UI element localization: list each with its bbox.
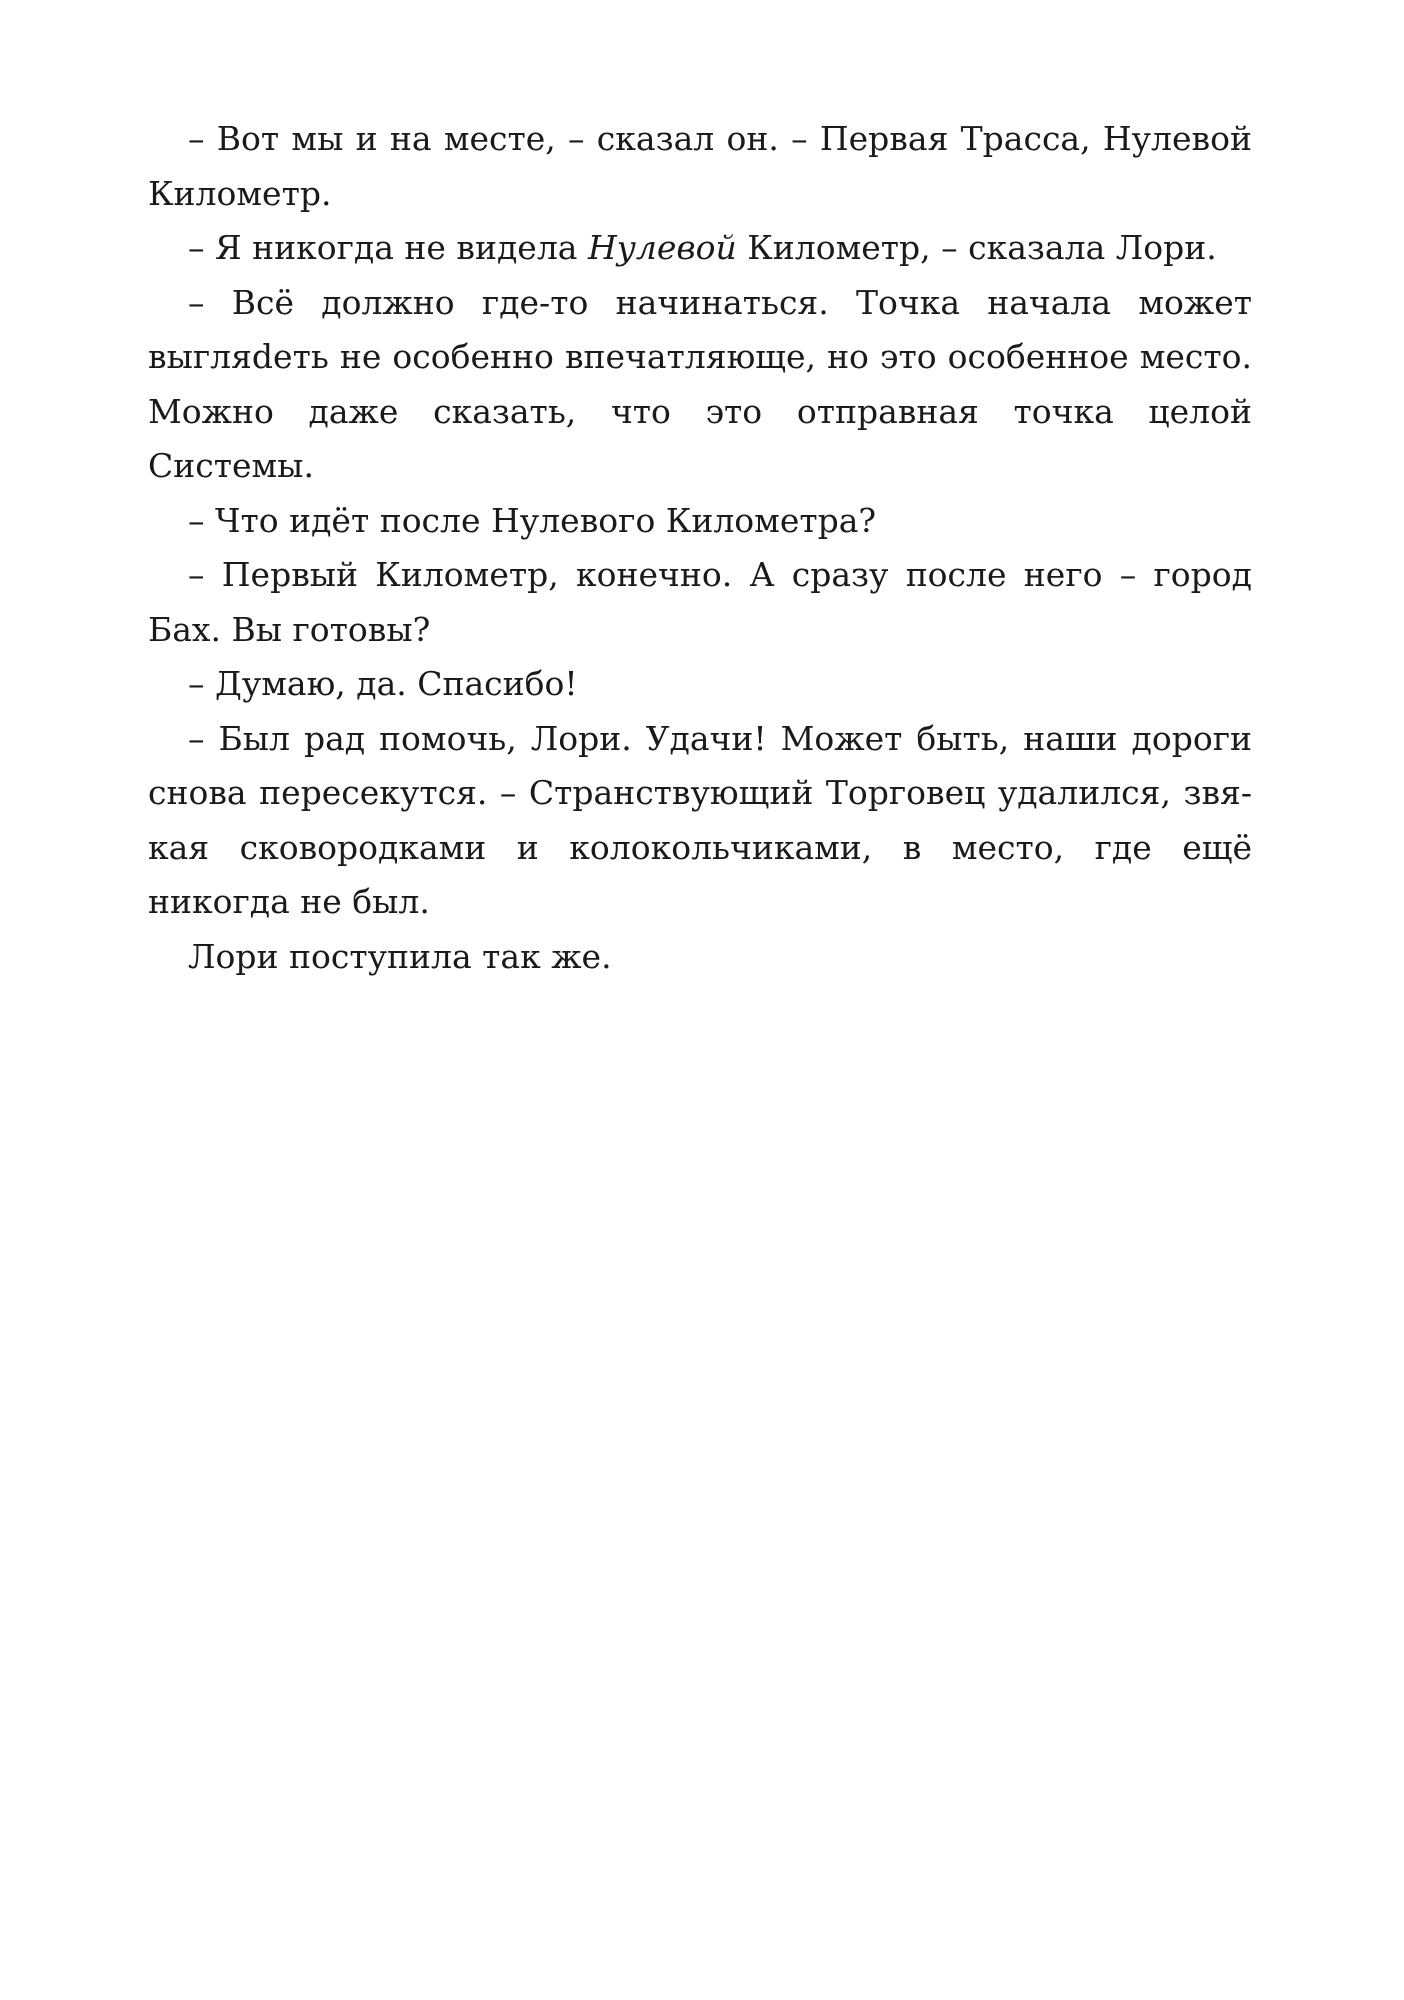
paragraph-text: – Первый Километр, конечно. А сразу после него – город Бах. Вы готовы?	[148, 555, 1252, 649]
paragraph	[148, 494, 1252, 549]
paragraph-text: – Я никогда не видела	[188, 228, 588, 267]
paragraph	[148, 657, 1252, 712]
paragraph-text: Лори поступила так же.	[188, 936, 612, 976]
paragraph	[148, 112, 1252, 221]
paragraph	[148, 548, 1252, 657]
paragraph-text: – Всё должно где-то начинаться. Точка начала может выгляdеть не особенно впечатляюще, но это особенное место. Можно даже сказать, что это отправная точка целой Системы.	[148, 282, 1252, 485]
paragraph	[148, 930, 1252, 985]
paragraph-text: Километр, – сказала Лори.	[736, 228, 1217, 267]
paragraph	[148, 712, 1252, 930]
paragraph-text: – Думаю, да. Спасибо!	[188, 664, 578, 703]
paragraph-text: – Что идёт после Нулевого Километра?	[188, 500, 877, 540]
paragraph	[148, 276, 1252, 494]
paragraph-text: – Вот мы и на месте, – сказал он. – Первая Трасса, Нулевой Километр.	[148, 119, 1252, 213]
paragraph	[148, 221, 1252, 276]
italic-emphasis: Нулевой	[587, 228, 737, 267]
paragraph-text: – Был рад помочь, Лори. Удачи! Может быть, наши дороги снова пересекутся. – Странствующий Торговец удалился, звякая сковородками и колокольчиками, в место, где ещё никогда не был.	[148, 718, 1252, 921]
body-text	[148, 112, 1252, 984]
